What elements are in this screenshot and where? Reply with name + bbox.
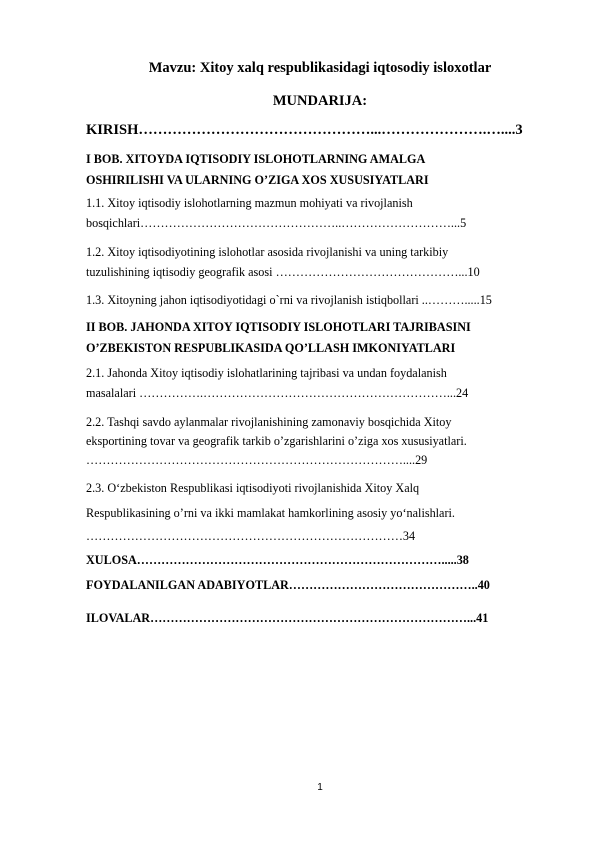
toc-chapter-2-line1: II BOB. JAHONDA XITOY IQTISODIY ISLOHOTLARI TAJRIBASINI bbox=[86, 320, 471, 334]
toc-entry-xulosa: XULOSA………………………………………………………………….....38 bbox=[86, 553, 469, 567]
toc-entry-2-2-line3: ……………………………………………………………………....29 bbox=[86, 453, 428, 467]
toc-entry-2-3-line1: 2.3. O‘zbekiston Respublikasi iqtisodiyoti rivojlanishida Xitoy Xalq bbox=[86, 481, 420, 495]
toc-entry-2-1-line2: masalalari …………….……………………………………………………...24 bbox=[86, 386, 469, 400]
contents-heading: MUNDARIJA: bbox=[272, 93, 368, 109]
toc-entry-2-3-line2: Respublikasining o’rni va ikki mamlakat hamkorlining asosiy yo‘nalishlari. bbox=[86, 506, 455, 520]
toc-entry-2-2-line2: eksportining tovar va geografik tarkib o’zgarishlarini o’ziga xos xususiyatlari. bbox=[86, 434, 467, 448]
toc-entry-ilovalar: ILOVALAR……………………………………………………………………...41 bbox=[86, 611, 489, 625]
toc-entry-adabiyotlar: FOYDALANILGAN ADABIYOTLAR………………………………………..40 bbox=[86, 578, 490, 592]
toc-entry-2-2-line1: 2.2. Tashqi savdo aylanmalar rivojlanishining zamonaviy bosqichida Xitoy bbox=[86, 415, 452, 429]
document-title: Mavzu: Xitoy xalq respublikasidagi iqtosodiy isloxotlar bbox=[148, 60, 492, 76]
toc-chapter-1-line2: OSHIRILISHI VA ULARNING O’ZIGA XOS XUSUSIYATLARI bbox=[86, 173, 429, 187]
toc-chapter-1-line1: I BOB. XITOYDA IQTISODIY ISLOHOTLARNING AMALGA bbox=[86, 152, 426, 166]
toc-entry-kirish: KIRISH…………………………………………...………………….…....3 bbox=[86, 122, 523, 138]
toc-entry-1-1-line2: bosqichlari…………………………………………..………………………...5 bbox=[86, 216, 467, 230]
page-number: 1 bbox=[317, 782, 323, 793]
toc-entry-1-2-line1: 1.2. Xitoy iqtisodiyotining islohotlar asosida rivojlanishi va uning tarkibiy bbox=[86, 245, 449, 259]
toc-entry-1-3: 1.3. Xitoyning jahon iqtisodiyotidagi o`rni va rivojlanish istiqbollari ..……….....15 bbox=[86, 293, 492, 307]
toc-entry-2-1-line1: 2.1. Jahonda Xitoy iqtisodiy islohatlarining tajribasi va undan foydalanish bbox=[86, 366, 447, 380]
toc-entry-1-2-line2: tuzulishining iqtisodiy geografik asosi ………………………………………...10 bbox=[86, 265, 480, 279]
toc-chapter-2-line2: O’ZBEKISTON RESPUBLIKASIDA QO’LLASH IMKONIYATLARI bbox=[86, 341, 456, 355]
toc-entry-1-1-line1: 1.1. Xitoy iqtisodiy islohotlarning mazmun mohiyati va rivojlanish bbox=[86, 196, 413, 210]
toc-entry-2-3-line3: ……………………………………………………………………34 bbox=[86, 529, 416, 543]
